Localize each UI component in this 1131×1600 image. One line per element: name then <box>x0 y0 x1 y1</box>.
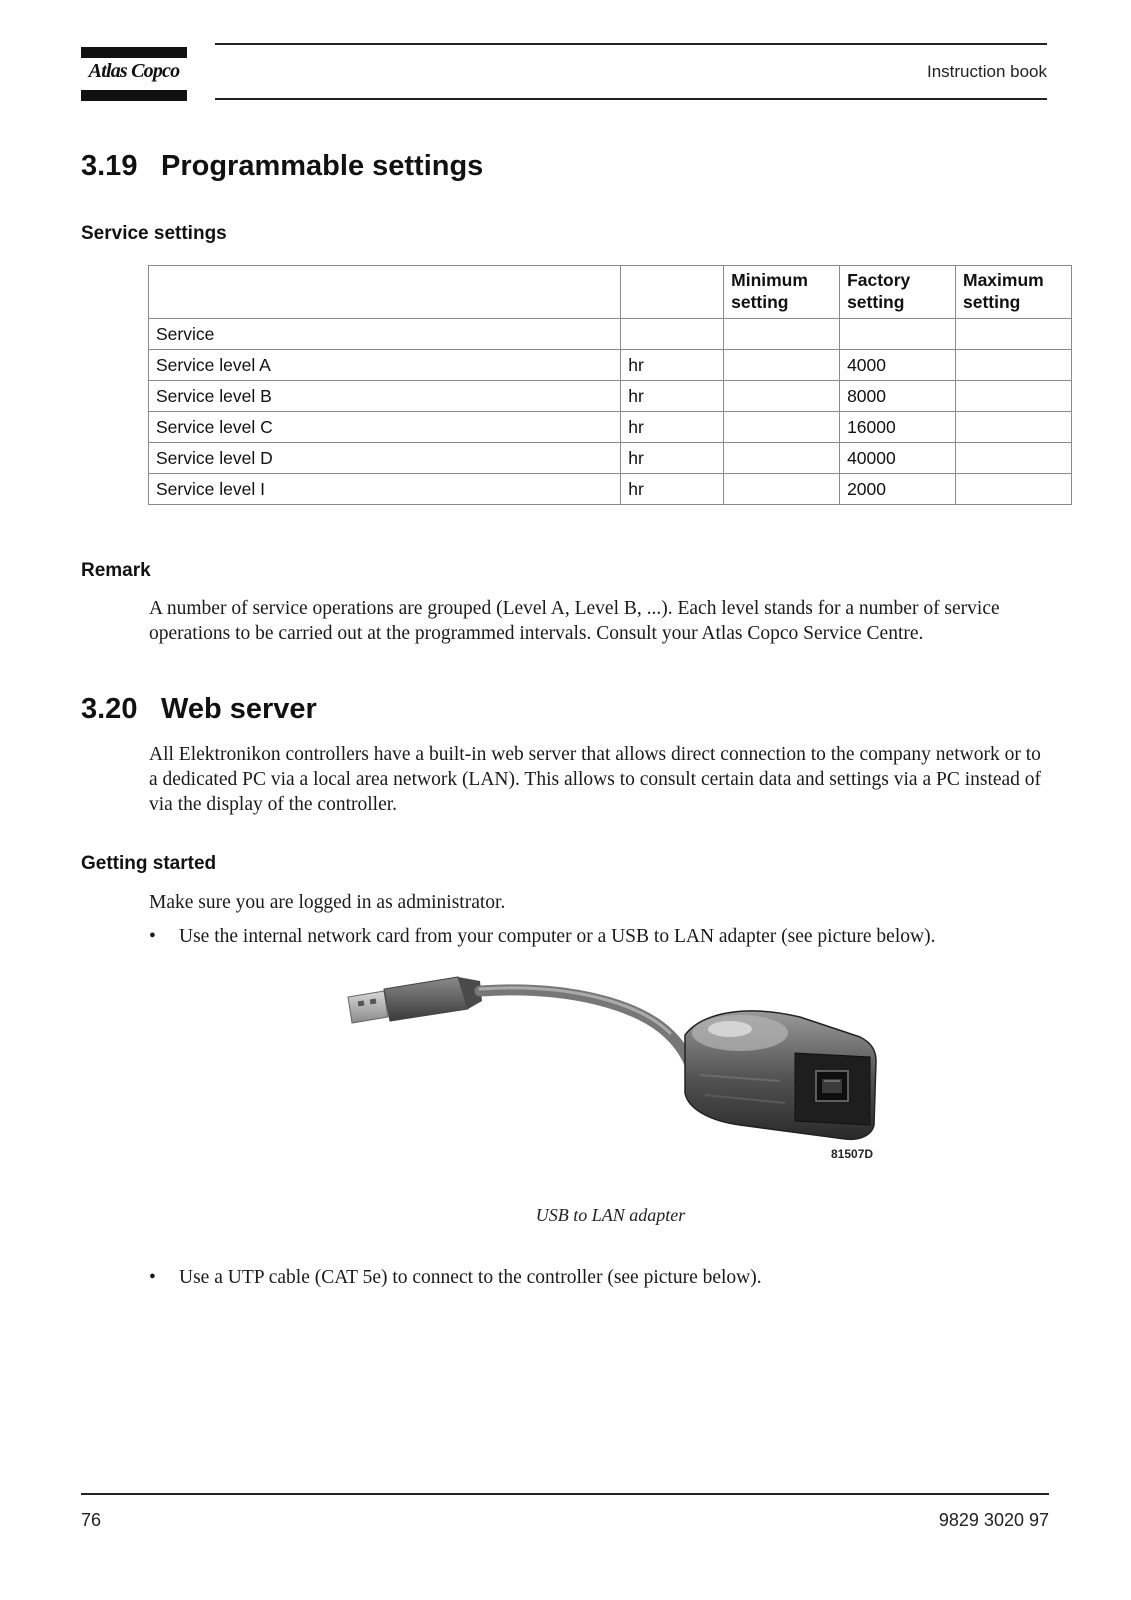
table-cell-parameter: Service <box>149 319 621 350</box>
table-row <box>149 381 1072 412</box>
table-cell-unit: hr <box>621 474 724 505</box>
table-cell-parameter: Service level I <box>149 474 621 505</box>
table-cell-factory: 16000 <box>840 412 956 443</box>
header-rule-bottom <box>215 98 1047 100</box>
table-row <box>149 319 1072 350</box>
table-cell-unit: hr <box>621 443 724 474</box>
table-cell-minimum <box>724 350 840 381</box>
table-cell-minimum <box>724 319 840 350</box>
table-row <box>149 350 1072 381</box>
figure-caption: USB to LAN adapter <box>535 1205 686 1225</box>
table-header-cell <box>621 266 724 319</box>
section-320-number: 3.20 <box>81 693 138 725</box>
getting-started-heading: Getting started <box>81 853 217 874</box>
table-cell-factory: 2000 <box>840 474 956 505</box>
table-cell-maximum <box>956 474 1072 505</box>
bullet-icon: • <box>149 1267 156 1288</box>
table-row <box>149 412 1072 443</box>
table-cell-minimum <box>724 443 840 474</box>
table-cell-factory: 40000 <box>840 443 956 474</box>
table-cell-minimum <box>724 474 840 505</box>
table-cell-factory: 8000 <box>840 381 956 412</box>
logo-bar-bottom <box>81 90 187 101</box>
figure-reference-label: 81507D <box>831 1147 874 1161</box>
table-cell-parameter: Service level B <box>149 381 621 412</box>
document-number: 9829 3020 97 <box>938 1510 1049 1530</box>
table-cell-unit: hr <box>621 350 724 381</box>
table-cell-maximum <box>956 443 1072 474</box>
table-header-row <box>149 266 1072 319</box>
remark-paragraph: A number of service operations are grouped (Level A, Level B, ...). Each level stands for a number of service operations to be carried out at the programmed intervals. Consult your Atlas Copco Service Centre. <box>149 598 1000 644</box>
table-cell-maximum <box>956 319 1072 350</box>
header-rule-top <box>215 43 1047 45</box>
table-cell-parameter: Service level C <box>149 412 621 443</box>
atlas-copco-logo <box>81 47 187 99</box>
table-cell-unit: hr <box>621 412 724 443</box>
section-319-heading <box>81 150 483 183</box>
table-cell-factory: 4000 <box>840 350 956 381</box>
service-settings-table <box>148 265 1072 505</box>
table-cell-maximum <box>956 381 1072 412</box>
table-header-cell <box>149 266 621 319</box>
table-cell-minimum <box>724 381 840 412</box>
logo-wordmark: Atlas Copco <box>88 60 180 82</box>
table-row <box>149 443 1072 474</box>
web-server-intro: All Elektronikon controllers have a built-in web server that allows direct connection to the company network or to a dedicated PC via a local area network (LAN). This allows to consult certain data and settings via a PC instead of via the display of the controller. <box>149 744 1042 815</box>
remark-heading: Remark <box>81 560 151 581</box>
table-row <box>149 474 1072 505</box>
page-number: 76 <box>81 1510 102 1530</box>
table-header-maximum: Maximum setting <box>956 266 1072 319</box>
section-320-title: Web server <box>161 693 317 725</box>
usb-lan-adapter-image <box>340 975 900 1175</box>
table-cell-factory <box>840 319 956 350</box>
table-cell-maximum <box>956 412 1072 443</box>
table-cell-parameter: Service level A <box>149 350 621 381</box>
table-cell-unit: hr <box>621 381 724 412</box>
bullet-text: Use a UTP cable (CAT 5e) to connect to the controller (see picture below). <box>179 1267 762 1288</box>
table-header-factory: Factory setting <box>840 266 956 319</box>
section-320-heading <box>81 693 317 726</box>
service-settings-heading: Service settings <box>81 223 227 244</box>
footer-rule <box>81 1493 1049 1495</box>
table-cell-minimum <box>724 412 840 443</box>
getting-started-paragraph: Make sure you are logged in as administrator. <box>149 892 506 913</box>
table-header-minimum: Minimum setting <box>724 266 840 319</box>
table-cell-parameter: Service level D <box>149 443 621 474</box>
section-319-title: Programmable settings <box>161 150 484 182</box>
bullet-text: Use the internal network card from your computer or a USB to LAN adapter (see picture below). <box>179 926 936 947</box>
logo-bar-top <box>81 47 187 58</box>
table-cell-maximum <box>956 350 1072 381</box>
bullet-icon: • <box>149 926 156 947</box>
header-title: Instruction book <box>926 62 1047 81</box>
section-319-number: 3.19 <box>81 150 138 182</box>
table-cell-unit <box>621 319 724 350</box>
